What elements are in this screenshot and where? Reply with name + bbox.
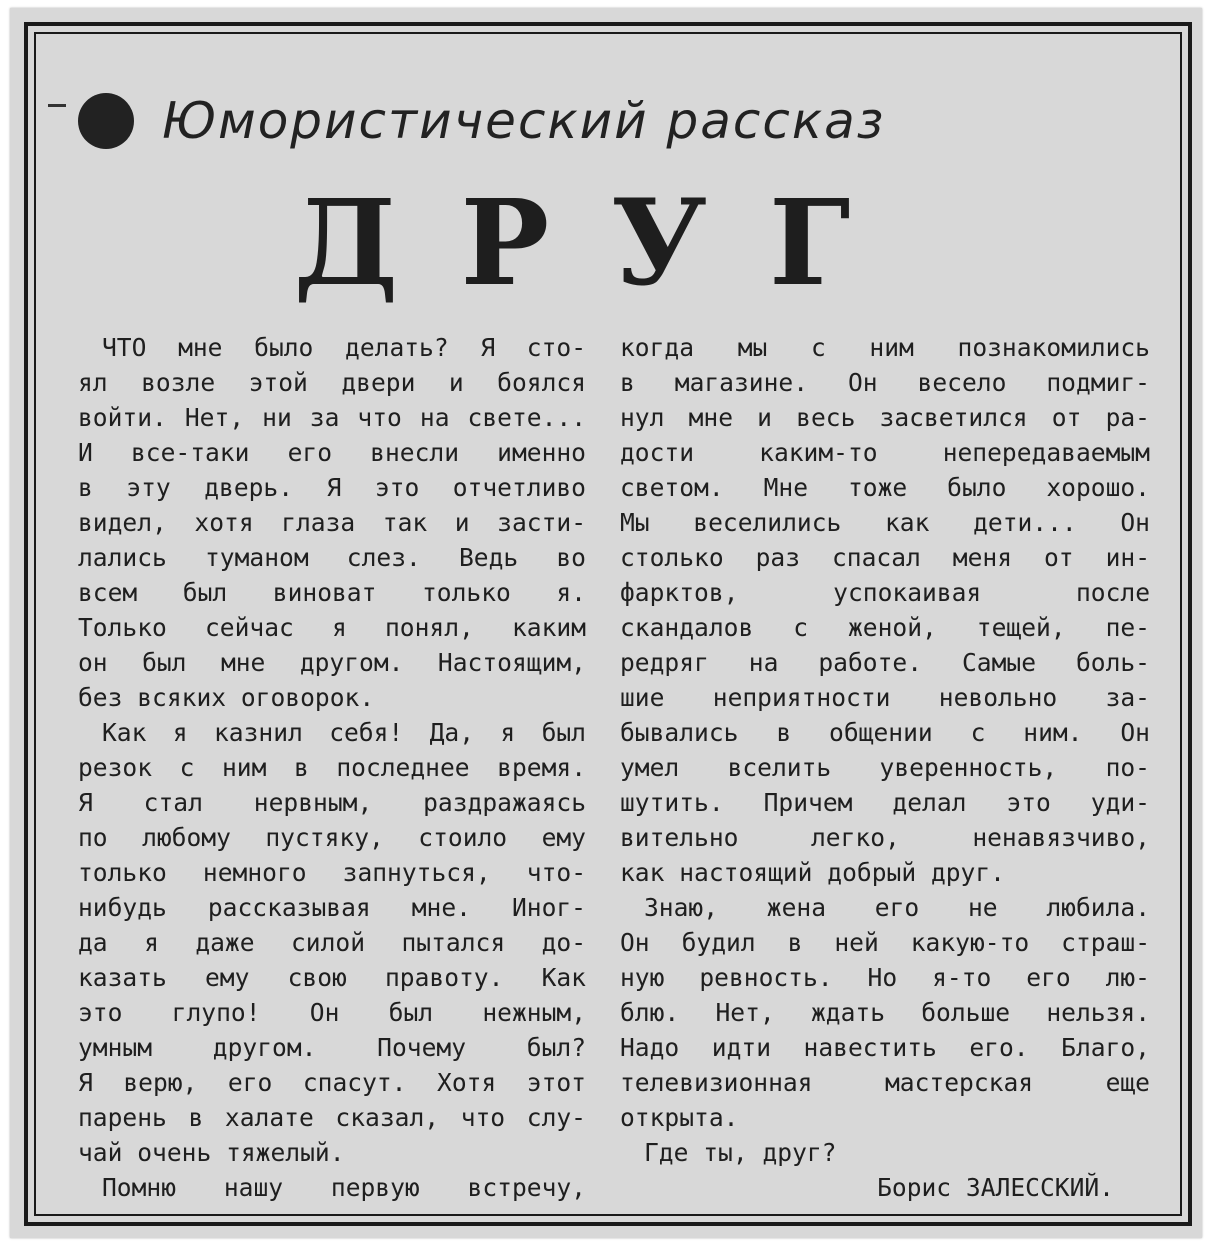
text-line: бывались в общении с ним. Он — [620, 718, 1150, 747]
text-line: без всяких оговорок. — [78, 683, 375, 712]
text-line: Надо идти навестить его. Благо, — [620, 1033, 1150, 1062]
newspaper-clipping — [10, 8, 1202, 1238]
text-line: редряг на работе. Самые боль- — [620, 648, 1150, 677]
text-line: всем был виноват только я. — [78, 578, 586, 607]
text-line: ЧТО мне было делать? Я сто- — [102, 333, 586, 362]
text-line: казать ему свою правоту. Как — [78, 963, 586, 992]
ornament-dash — [48, 104, 66, 107]
text-line: в эту дверь. Я это отчетливо — [78, 473, 586, 502]
text-line: умел вселить уверенность, по- — [620, 753, 1150, 782]
text-line: Я верю, его спасут. Хотя этот — [78, 1068, 586, 1097]
text-line: это глупо! Он был нежным, — [78, 998, 586, 1027]
text-line: Где ты, друг? — [644, 1138, 837, 1167]
text-line: чай очень тяжелый. — [78, 1138, 345, 1167]
text-line: нибудь рассказывая мне. Иног- — [78, 893, 586, 922]
text-line: вительно легко, ненавязчиво, — [620, 823, 1150, 852]
text-line: Он будил в ней какую-то страш- — [620, 928, 1150, 957]
text-line: открыта. — [620, 1103, 739, 1132]
author-signature: Борис ЗАЛЕССКИЙ. — [877, 1173, 1114, 1202]
text-line: Только сейчас я понял, каким — [78, 613, 586, 642]
text-line: скандалов с женой, тещей, пе- — [620, 613, 1150, 642]
text-line: шие неприятности невольно за- — [620, 683, 1150, 712]
text-line: войти. Нет, ни за что на свете... — [78, 403, 586, 432]
text-line: как настоящий добрый друг. — [620, 858, 1005, 887]
text-line: резок с ним в последнее время. — [78, 753, 586, 782]
text-line: столько раз спасал меня от ин- — [620, 543, 1150, 572]
text-line: он был мне другом. Настоящим, — [78, 648, 586, 677]
text-column-left — [78, 330, 586, 1205]
text-line: светом. Мне тоже было хорошо. — [620, 473, 1150, 502]
text-line: когда мы с ним познакомились — [620, 333, 1150, 362]
text-line: лались туманом слез. Ведь во — [78, 543, 586, 572]
text-line: Знаю, жена его не любила. — [644, 893, 1150, 922]
rubric-header — [78, 92, 885, 150]
article-title: ДРУГ — [293, 173, 913, 312]
text-line: парень в халате сказал, что слу- — [78, 1103, 586, 1132]
text-line: И все-таки его внесли именно — [78, 438, 586, 467]
text-line: видел, хотя глаза так и засти- — [78, 508, 586, 537]
text-line: ную ревность. Но я-то его лю- — [620, 963, 1150, 992]
text-line: ял возле этой двери и боялся — [78, 368, 586, 397]
text-line: в магазине. Он весело подмиг- — [620, 368, 1150, 397]
text-line: дости каким-то непередаваемым — [620, 438, 1150, 467]
text-line: нул мне и весь засветился от ра- — [620, 403, 1150, 432]
text-line: шутить. Причем делал это уди- — [620, 788, 1150, 817]
text-line: блю. Нет, ждать больше нельзя. — [620, 998, 1150, 1027]
bullet-icon — [78, 93, 134, 149]
text-line: Мы веселились как дети... Он — [620, 508, 1150, 537]
text-line: Как я казнил себя! Да, я был — [102, 718, 586, 747]
rubric-label: Юмористический рассказ — [162, 92, 886, 150]
text-line: умным другом. Почему был? — [78, 1033, 586, 1062]
text-line: по любому пустяку, стоило ему — [78, 823, 586, 852]
text-line: Я стал нервным, раздражаясь — [78, 788, 586, 817]
text-line: только немного запнуться, что- — [78, 858, 586, 887]
text-line: да я даже силой пытался до- — [78, 928, 586, 957]
text-line: телевизионная мастерская еще — [620, 1068, 1150, 1097]
text-line: Помню нашу первую встречу, — [102, 1173, 586, 1202]
text-column-right — [620, 330, 1150, 1205]
text-line: фарктов, успокаивая после — [620, 578, 1150, 607]
